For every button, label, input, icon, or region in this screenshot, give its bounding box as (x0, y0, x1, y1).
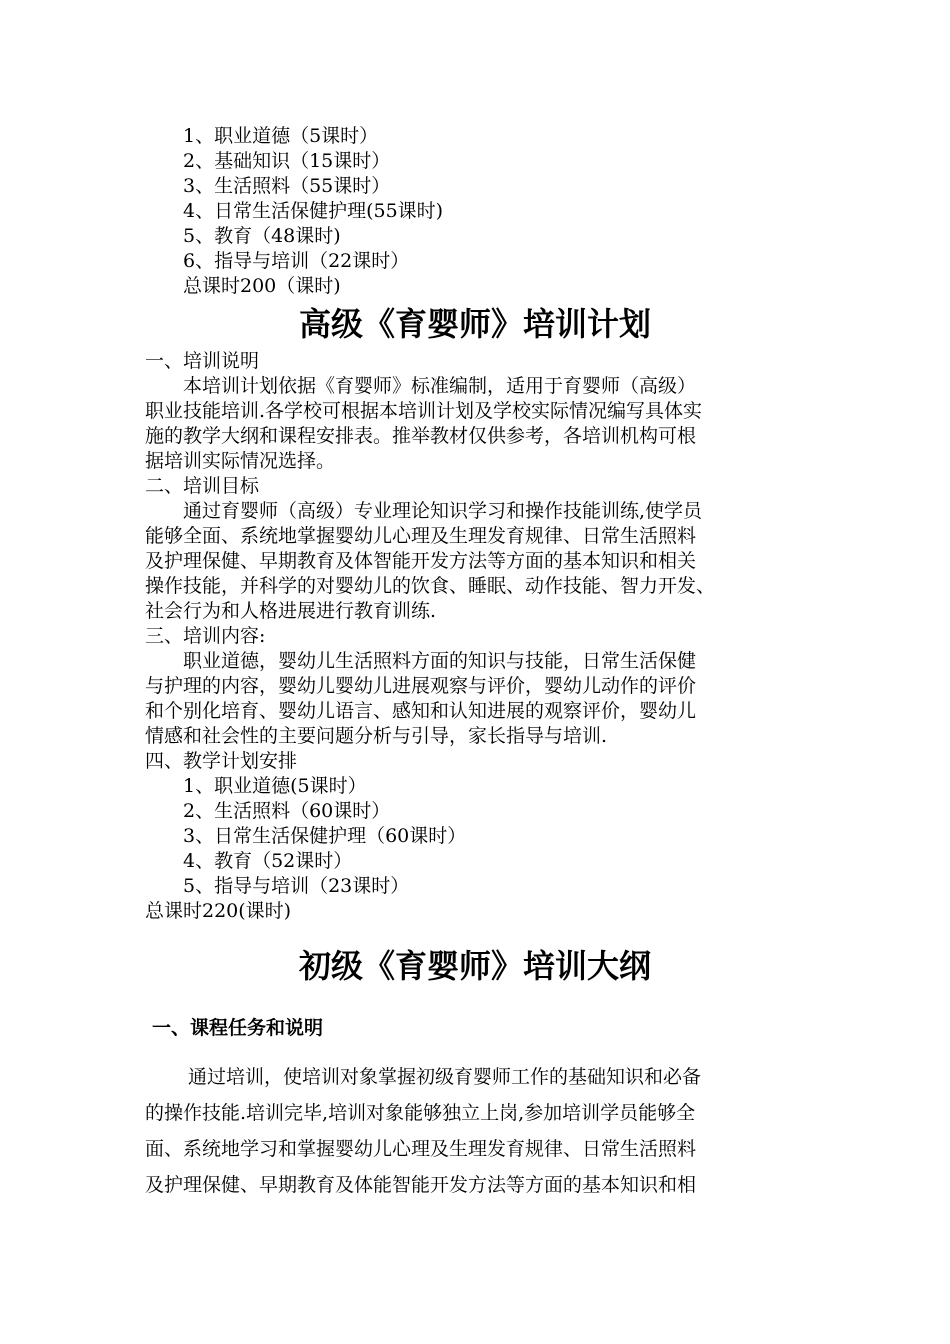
section-heading: 三、培训内容: (145, 625, 266, 647)
schedule-item: 2、基础知识（15课时） (183, 150, 391, 172)
section-heading: 四、教学计划安排 (145, 750, 298, 772)
schedule-item: 5、教育（48课时) (183, 225, 341, 247)
schedule-item: 3、日常生活保健护理（60课时） (183, 825, 467, 847)
schedule-item: 1、职业道德(5课时） (183, 775, 367, 797)
paragraph-line: 职业道德，婴幼儿生活照料方面的知识与技能，日常生活保健 (183, 650, 697, 672)
paragraph-line: 能够全面、系统地掌握婴幼儿心理及生理发育规律、日常生活照料 (145, 525, 697, 547)
section-heading: 一、课程任务和说明 (152, 1017, 324, 1039)
schedule-item: 4、日常生活保健护理(55课时) (183, 200, 444, 222)
paragraph-line: 及护理保健、早期教育及体智能开发方法等方面的基本知识和相关 (145, 550, 697, 572)
paragraph-line: 及护理保健、早期教育及体能智能开发方法等方面的基本知识和相 (145, 1174, 697, 1196)
schedule-total: 总课时200（课时) (183, 275, 341, 297)
page-title: 初级《育婴师》培训大纲 (298, 947, 651, 985)
paragraph-line: 情感和社会性的主要问题分析与引导，家长指导与培训. (145, 725, 608, 747)
paragraph-line: 职业技能培训.各学校可根据本培训计划及学校实际情况编写具体实 (145, 400, 703, 422)
schedule-item: 1、职业道德（5课时） (183, 125, 379, 147)
schedule-item: 3、生活照料（55课时） (183, 175, 391, 197)
schedule-item: 5、指导与培训（23课时） (183, 875, 410, 897)
schedule-item: 4、教育（52课时） (183, 850, 353, 872)
paragraph-line: 与护理的内容，婴幼儿婴幼儿进展观察与评价，婴幼儿动作的评价 (145, 675, 697, 697)
paragraph-line: 和个别化培育、婴幼儿语言、感知和认知进展的观察评价，婴幼儿 (145, 700, 697, 722)
paragraph-line: 操作技能，并科学的对婴幼儿的饮食、睡眠、动作技能、智力开发、 (145, 575, 716, 597)
paragraph-line: 社会行为和人格进展进行教育训练. (145, 600, 437, 622)
paragraph-line: 本培训计划依据《育婴师》标准编制，适用于育婴师（高级） (183, 375, 697, 397)
paragraph-line: 据培训实际情况选择。 (145, 450, 336, 472)
paragraph-line: 通过培训，使培训对象掌握初级育婴师工作的基础知识和必备 (188, 1066, 702, 1088)
section-heading: 一、培训说明 (145, 350, 260, 372)
schedule-total: 总课时220(课时) (145, 900, 292, 922)
schedule-item: 2、生活照料（60课时） (183, 800, 391, 822)
page-title: 高级《育婴师》培训计划 (298, 305, 651, 343)
schedule-item: 6、指导与培训（22课时） (183, 250, 410, 272)
paragraph-line: 通过育婴师（高级）专业理论知识学习和操作技能训练,使学员 (183, 500, 703, 522)
paragraph-line: 面、系统地学习和掌握婴幼儿心理及生理发育规律、日常生活照料 (145, 1138, 697, 1160)
paragraph-line: 施的教学大纲和课程安排表。推举教材仅供参考，各培训机构可根 (145, 425, 697, 447)
section-heading: 二、培训目标 (145, 475, 260, 497)
paragraph-line: 的操作技能.培训完毕,培训对象能够独立上岗,参加培训学员能够全 (145, 1102, 696, 1124)
